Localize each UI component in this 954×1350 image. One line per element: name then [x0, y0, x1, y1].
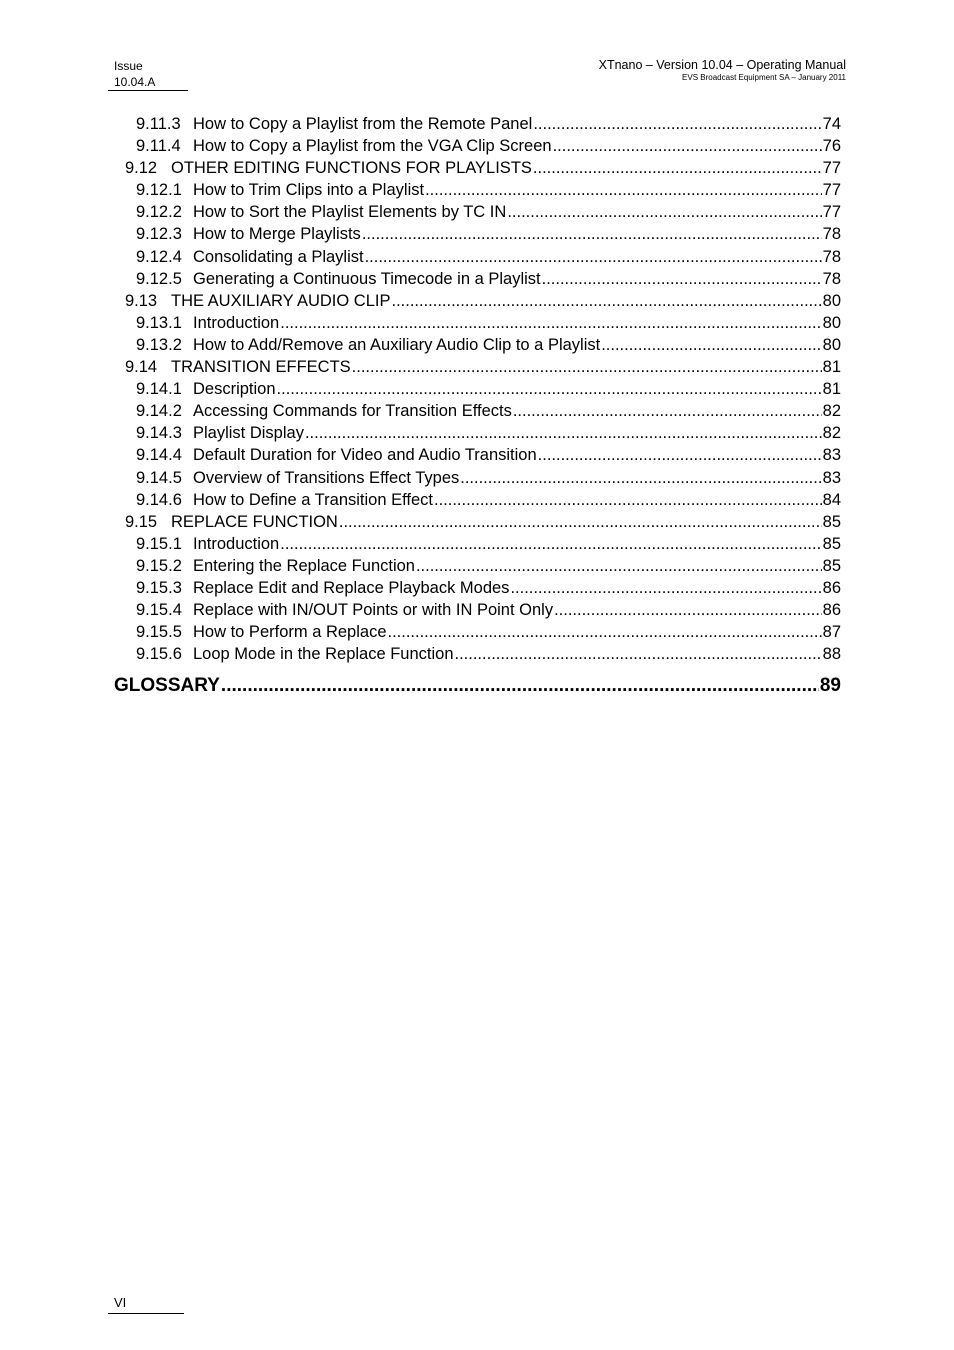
- toc-entry-page: 78: [822, 225, 841, 244]
- toc-dot-leader: [352, 356, 822, 378]
- toc-entry-number: 9.11.3: [136, 115, 181, 133]
- toc-dot-leader: [507, 201, 821, 223]
- toc-entry[interactable]: [114, 674, 841, 698]
- toc-entry-title: How to Copy a Playlist from the VGA Clip Screen: [193, 137, 552, 156]
- toc-entry[interactable]: [114, 334, 841, 356]
- toc-dot-leader: [416, 555, 822, 577]
- toc-entry-page: 85: [822, 512, 841, 531]
- toc-entry-page: 80: [822, 291, 841, 310]
- toc-entry-title: THE AUXILIARY AUDIO CLIP: [171, 291, 391, 310]
- toc-entry[interactable]: [114, 157, 841, 179]
- toc-entry-title: REPLACE FUNCTION: [171, 512, 338, 531]
- toc-entry-title: How to Sort the Playlist Elements by TC IN: [193, 203, 507, 222]
- toc-entry[interactable]: [114, 533, 841, 555]
- toc-entry-number: 9.14.4: [136, 446, 182, 465]
- toc-entry[interactable]: [114, 422, 841, 444]
- toc-entry-number: 9.12.4: [136, 247, 182, 266]
- toc-dot-leader: [538, 444, 822, 466]
- toc-entry-title: Replace Edit and Replace Playback Modes: [193, 578, 510, 597]
- toc-entry[interactable]: [114, 489, 841, 511]
- toc-entry-page: 86: [822, 578, 841, 597]
- toc-entry-number: 9.14.5: [136, 468, 182, 487]
- toc-dot-leader: [277, 378, 822, 400]
- toc-dot-leader: [391, 290, 821, 312]
- toc-entry-page: 80: [822, 335, 841, 354]
- toc-entry-title: Replace with IN/OUT Points or with IN Point Only: [193, 601, 554, 620]
- toc-dot-leader: [533, 157, 822, 179]
- toc-entry[interactable]: [114, 223, 841, 245]
- toc-dot-leader: [554, 599, 822, 621]
- page-number: VI: [114, 1295, 127, 1310]
- toc-dot-leader: [305, 422, 822, 444]
- toc-dot-leader: [221, 674, 819, 698]
- toc-entry-title: Overview of Transitions Effect Types: [193, 468, 460, 487]
- toc-entry-number: 9.15.4: [136, 601, 182, 620]
- toc-entry-page: 87: [822, 623, 841, 642]
- toc-entry-title: Accessing Commands for Transition Effects: [193, 402, 512, 421]
- toc-entry[interactable]: [114, 268, 841, 290]
- toc-entry[interactable]: [114, 378, 841, 400]
- toc-entry-number: 9.12.2: [136, 203, 182, 222]
- toc-entry-title: How to Define a Transition Effect: [193, 490, 433, 509]
- toc-entry-number: 9.15: [125, 512, 158, 531]
- toc-entry-page: 77: [822, 203, 841, 222]
- toc-entry[interactable]: [114, 290, 841, 312]
- toc-dot-leader: [339, 511, 822, 533]
- toc-entry[interactable]: [114, 135, 841, 157]
- toc-entry-page: 81: [822, 380, 841, 399]
- toc-entry-page: 81: [822, 358, 841, 377]
- toc-entry-title: How to Trim Clips into a Playlist: [193, 181, 425, 200]
- toc-entry-page: 82: [822, 424, 841, 443]
- toc-entry[interactable]: [114, 246, 841, 268]
- toc-entry-title: How to Merge Playlists: [193, 225, 361, 244]
- toc-entry-title: GLOSSARY: [114, 675, 220, 697]
- toc-entry-page: 89: [819, 675, 841, 697]
- footer: [114, 1295, 126, 1310]
- toc-entry-title: Loop Mode in the Replace Function: [193, 645, 454, 664]
- toc-entry-page: 83: [822, 446, 841, 465]
- toc-entry[interactable]: [114, 356, 841, 378]
- toc-entry[interactable]: [114, 643, 841, 665]
- toc-entry-title: Consolidating a Playlist: [193, 247, 364, 266]
- toc-entry-page: 86: [822, 601, 841, 620]
- toc-dot-leader: [365, 246, 822, 268]
- toc-entry-title: Entering the Replace Function: [193, 556, 415, 575]
- toc-entry-title: How to Add/Remove an Auxiliary Audio Clip to a Playlist: [193, 335, 601, 354]
- toc-entry[interactable]: [114, 179, 841, 201]
- toc-entry-number: 9.13: [125, 291, 158, 310]
- toc-entry-number: 9.14.2: [136, 402, 182, 421]
- toc-entry[interactable]: [114, 312, 841, 334]
- toc-dot-leader: [434, 489, 822, 511]
- toc-entry-title: Introduction: [193, 534, 280, 553]
- toc-entry-page: 84: [822, 490, 841, 509]
- document-subtitle: EVS Broadcast Equipment SA – January 2011: [682, 73, 846, 82]
- toc-entry-title: TRANSITION EFFECTS: [171, 358, 351, 377]
- toc-entry-page: 83: [822, 468, 841, 487]
- toc-dot-leader: [510, 577, 821, 599]
- toc-entry-number: 9.15.2: [136, 556, 182, 575]
- toc-dot-leader: [601, 334, 821, 356]
- toc-entry-number: 9.15.1: [136, 534, 182, 553]
- toc-dot-leader: [280, 312, 821, 334]
- toc-dot-leader: [533, 113, 821, 135]
- toc-entry-number: 9.12.3: [136, 225, 182, 244]
- toc-entry-title: Introduction: [193, 313, 280, 332]
- toc-entry-title: Playlist Display: [193, 424, 304, 443]
- toc-entry-number: 9.14.1: [136, 380, 182, 399]
- toc-dot-leader: [388, 621, 822, 643]
- toc-entry-number: 9.12: [125, 159, 158, 178]
- toc-dot-leader: [553, 135, 822, 157]
- toc-entry-page: 88: [822, 645, 841, 664]
- toc-entry-number: 9.14: [125, 358, 158, 377]
- toc-entry[interactable]: [114, 467, 841, 489]
- header-issue-block: [114, 58, 155, 90]
- toc-dot-leader: [542, 268, 822, 290]
- toc-entry-page: 77: [822, 181, 841, 200]
- toc-dot-leader: [455, 643, 822, 665]
- toc-entry-number: 9.11.4: [136, 137, 181, 156]
- toc-dot-leader: [425, 179, 822, 201]
- toc-dot-leader: [362, 223, 822, 245]
- toc-entry-page: 74: [822, 115, 841, 133]
- toc-entry-number: 9.15.5: [136, 623, 182, 642]
- toc-entry[interactable]: [114, 577, 841, 599]
- toc-dot-leader: [513, 400, 822, 422]
- toc-entry-number: 9.12.5: [136, 269, 182, 288]
- toc-entry-page: 78: [822, 269, 841, 288]
- toc-entry-title: How to Perform a Replace: [193, 623, 387, 642]
- toc-entry-number: 9.13.1: [136, 313, 182, 332]
- toc-entry-number: 9.14.3: [136, 424, 182, 443]
- header-title-block: [599, 58, 846, 83]
- toc-entry-page: 85: [822, 556, 841, 575]
- toc-dot-leader: [280, 533, 821, 555]
- toc-entry-title: Generating a Continuous Timecode in a Playlist: [193, 269, 541, 288]
- toc-entry-page: 85: [822, 534, 841, 553]
- toc-entry-title: Default Duration for Video and Audio Transition: [193, 446, 537, 465]
- toc-entry[interactable]: [114, 511, 841, 533]
- toc-entry[interactable]: [114, 555, 841, 577]
- toc-dot-leader: [460, 467, 821, 489]
- toc-entry-page: 77: [822, 159, 841, 178]
- toc-entry-number: 9.15.6: [136, 645, 182, 664]
- header-divider: [108, 90, 188, 91]
- toc-entry-page: 78: [822, 247, 841, 266]
- toc-entry-number: 9.13.2: [136, 335, 182, 354]
- issue-value: 10.04.A: [114, 75, 156, 89]
- issue-label: Issue: [114, 59, 143, 73]
- toc-entry[interactable]: [114, 621, 841, 643]
- document-title: XTnano – Version 10.04 – Operating Manual: [598, 58, 846, 72]
- toc-entry-page: 76: [822, 137, 841, 156]
- toc-entry-number: 9.12.1: [136, 181, 182, 200]
- toc-entry[interactable]: [114, 201, 841, 223]
- table-of-contents: [114, 113, 841, 698]
- toc-entry-title: Description: [193, 380, 276, 399]
- toc-entry-number: 9.15.3: [136, 578, 182, 597]
- toc-entry-page: 80: [822, 313, 841, 332]
- toc-entry-title: OTHER EDITING FUNCTIONS FOR PLAYLISTS: [171, 159, 532, 178]
- toc-entry[interactable]: [114, 599, 841, 621]
- toc-entry[interactable]: [114, 444, 841, 466]
- toc-entry-number: 9.14.6: [136, 490, 182, 509]
- footer-divider: [108, 1313, 184, 1314]
- toc-entry[interactable]: [114, 113, 841, 135]
- toc-entry[interactable]: [114, 400, 841, 422]
- toc-entry-page: 82: [822, 402, 841, 421]
- toc-entry-title: How to Copy a Playlist from the Remote Panel: [193, 115, 533, 133]
